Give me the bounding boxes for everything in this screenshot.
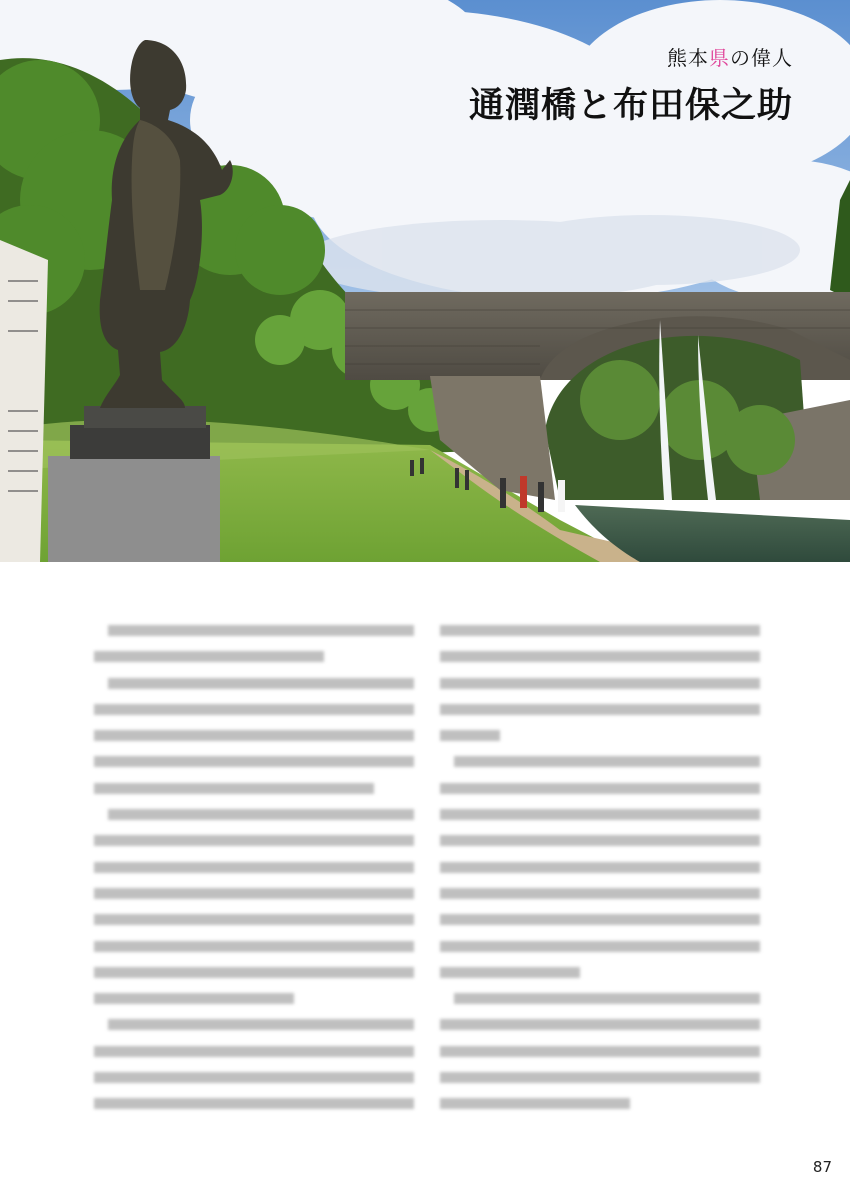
- text-line: [440, 624, 760, 637]
- text-line: [440, 940, 760, 953]
- text-line: [94, 703, 414, 716]
- text-line: [440, 887, 760, 900]
- text-line: [94, 624, 414, 637]
- text-line: [94, 1071, 414, 1084]
- text-line: [440, 650, 760, 663]
- text-line: [440, 755, 760, 768]
- text-line: [94, 913, 414, 926]
- text-line: [440, 992, 760, 1005]
- text-line: [440, 834, 760, 847]
- monument-sign: [0, 240, 48, 562]
- text-line: [94, 729, 414, 742]
- text-line: [94, 861, 414, 874]
- text-line: [440, 1018, 760, 1031]
- text-line: [94, 1097, 414, 1110]
- body-text-left-column: [94, 624, 414, 1124]
- series-kicker: [667, 42, 793, 71]
- text-line: [94, 1045, 414, 1058]
- text-line: [94, 966, 414, 979]
- text-line: [94, 650, 414, 663]
- kicker-prefix: 熊本: [667, 46, 709, 70]
- text-line: [94, 992, 414, 1005]
- text-line: [440, 966, 760, 979]
- text-line: [440, 1097, 760, 1110]
- text-line: [440, 1045, 760, 1058]
- statue-pedestal: [48, 456, 220, 562]
- text-line: [94, 782, 414, 795]
- kicker-accent: 県: [709, 46, 730, 70]
- text-line: [440, 808, 760, 821]
- text-line: [440, 782, 760, 795]
- text-line: [440, 861, 760, 874]
- text-line: [440, 1071, 760, 1084]
- text-line: [94, 755, 414, 768]
- text-line: [94, 834, 414, 847]
- text-line: [94, 940, 414, 953]
- text-line: [94, 1018, 414, 1031]
- body-text-right-column: [440, 624, 760, 1124]
- text-line: [440, 703, 760, 716]
- text-line: [440, 913, 760, 926]
- text-line: [94, 808, 414, 821]
- text-line: [440, 729, 760, 742]
- text-line: [94, 677, 414, 690]
- page-number: 87: [812, 1158, 832, 1176]
- text-line: [440, 677, 760, 690]
- text-line: [94, 887, 414, 900]
- kicker-suffix: の偉人: [730, 46, 793, 70]
- page-title: 通潤橋と布田保之助: [468, 86, 793, 126]
